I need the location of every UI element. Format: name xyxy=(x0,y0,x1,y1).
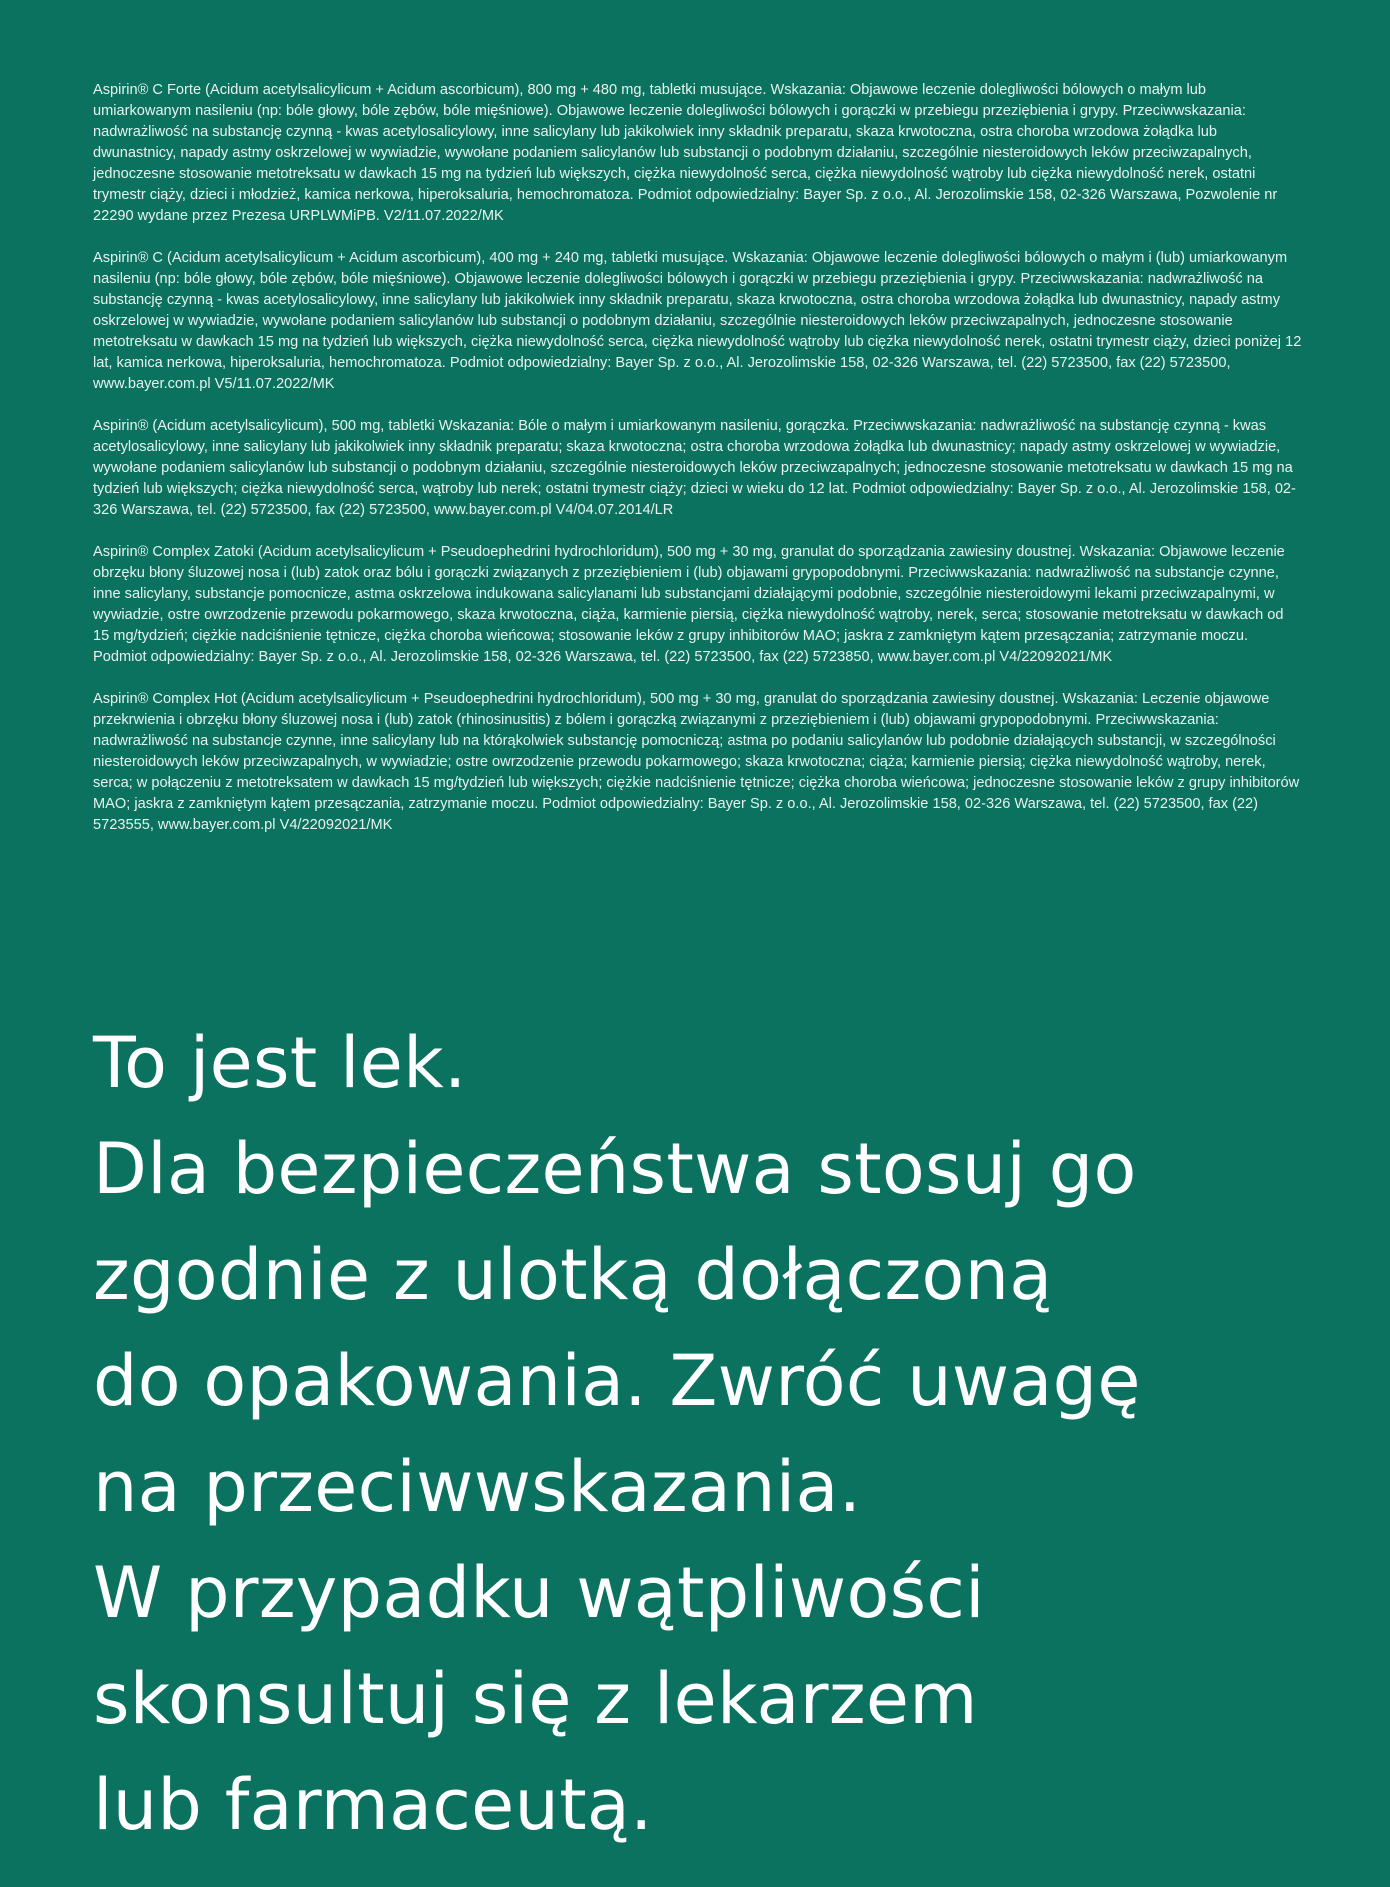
medicine-warning-statement xyxy=(93,1010,1333,1858)
warning-line: na przeciwwskazania. xyxy=(93,1446,862,1528)
aspirin-complex-zatoki-paragraph: Aspirin® Complex Zatoki (Acidum acetylsalicylicum + Pseudoephedrini hydrochloridum), 500 mg + 30 mg, granulat do sporządzania zawiesiny doustnej. Wskazania: Objawowe leczenie obrzęku błony śluzowej nosa i (lub) zatok oraz bólu i gorączki związanych z przeziębieniem i (lub) objawami grypopodobnymi. Przeciwwskazania: nadwrażliwość na substancje czynne, inne salicylany, substancje pomocnicze, astma oskrzelowa indukowana salicylanami lub substancjami działającymi podobnie, szczególnie niesteroidowymi lekami przeciwzapalnymi, w wywiadzie, ostre owrzodzenie przewodu pokarmowego, skaza krwotoczna, ciąża, karmienie piersią, ciężka niewydolność wątroby, nerek, serca; stosowanie metotreksatu w dawkach od 15 mg/tydzień; ciężkie nadciśnienie tętnicze, ciężka choroba wieńcowa; stosowanie leków z grupy inhibitorów MAO; jaskra z zamkniętym kątem przesączania; zatrzymanie moczu. Podmiot odpowiedzialny: Bayer Sp. z o.o., Al. Jerozolimskie 158, 02-326 Warszawa, tel. (22) 5723500, fax (22) 5723850, www.bayer.com.pl V4/22092021/MK xyxy=(93,544,1285,665)
aspirin-c-forte-paragraph: Aspirin® C Forte (Acidum acetylsalicylicum + Acidum ascorbicum), 800 mg + 480 mg, tabletki musujące. Wskazania: Objawowe leczenie dolegliwości bólowych o małym lub umiarkowanym nasileniu (np: bóle głowy, bóle zębów, bóle mięśniowe). Objawowe leczenie dolegliwości bólowych i gorączki w przebiegu przeziębienia i grypy. Przeciwwskazania: nadwrażliwość na substancję czynną - kwas acetylosalicylowy, inne salicylany lub jakikolwiek inny składnik preparatu, skaza krwotoczna, ostra choroba wrzodowa żołądka lub dwunastnicy, napady astmy oskrzelowej w wywiadzie, wywołane podaniem salicylanów lub substancji o podobnym działaniu, szczególnie niesteroidowych leków przeciwzapalnych, jednoczesne stosowanie metotreksatu w dawkach 15 mg na tydzień lub większych, ciężka niewydolność serca, ciężka niewydolność wątroby lub ciężka niewydolność nerek, ostatni trymestr ciąży, dzieci i młodzież, kamica nerkowa, hiperoksaluria, hemochromatoza. Podmiot odpowiedzialny: Bayer Sp. z o.o., Al. Jerozolimskie 158, 02-326 Warszawa, Pozwolenie nr 22290 wydane przez Prezesa URPLWMiPB. V2/11.07.2022/MK xyxy=(93,82,1278,224)
aspirin-c-paragraph: Aspirin® C (Acidum acetylsalicylicum + Acidum ascorbicum), 400 mg + 240 mg, tabletki musujące. Wskazania: Objawowe leczenie dolegliwości bólowych o małym i (lub) umiarkowanym nasileniu (np: bóle głowy, bóle zębów, bóle mięśniowe). Objawowe leczenie dolegliwości bólowych i gorączki w przebiegu przeziębienia i grypy. Przeciwwskazania: nadwrażliwość na substancję czynną - kwas acetylosalicylowy, inne salicylany lub jakikolwiek inny składnik preparatu, skaza krwotoczna, ostra choroba wrzodowa żołądka lub dwunastnicy, napady astmy oskrzelowej w wywiadzie, wywołane podaniem salicylanów lub substancji o podobnym działaniu, szczególnie niesteroidowych leków przeciwzapalnych, jednoczesne stosowanie metotreksatu w dawkach 15 mg na tydzień lub większych, ciężka niewydolność serca, ciężka niewydolność wątroby lub ciężka niewydolność nerek, ostatni trymestr ciąży, dzieci poniżej 12 lat, kamica nerkowa, hiperoksaluria, hemochromatoza. Podmiot odpowiedzialny: Bayer Sp. z o.o., Al. Jerozolimskie 158, 02-326 Warszawa, tel. (22) 5723500, fax (22) 5723500, www.bayer.com.pl V5/11.07.2022/MK xyxy=(93,250,1302,392)
warning-line: zgodnie z ulotką dołączoną xyxy=(93,1234,1053,1316)
warning-line: skonsultuj się z lekarzem xyxy=(93,1658,978,1740)
aspirin-paragraph: Aspirin® (Acidum acetylsalicylicum), 500 mg, tabletki Wskazania: Bóle o małym i umiarkowanym nasileniu, gorączka. Przeciwwskazania: nadwrażliwość na substancję czynną - kwas acetylosalicylowy, inne salicylany lub jakikolwiek inny składnik preparatu; skaza krwotoczna; ostra choroba wrzodowa żołądka lub dwunastnicy; napady astmy oskrzelowej w wywiadzie, wywołane podaniem salicylanów lub substancji o podobnym działaniu, szczególnie niesteroidowych leków przeciwzapalnych; jednoczesne stosowanie metotreksatu w dawkach 15 mg na tydzień lub większych; ciężka niewydolność serca, wątroby lub nerek; ostatni trymestr ciąży; dzieci w wieku do 12 lat. Podmiot odpowiedzialny: Bayer Sp. z o.o., Al. Jerozolimskie 158, 02-326 Warszawa, tel. (22) 5723500, fax (22) 5723500, www.bayer.com.pl V4/04.07.2014/LR xyxy=(93,418,1296,518)
drug-information-block xyxy=(93,80,1303,836)
warning-line: W przypadku wątpliwości xyxy=(93,1552,985,1634)
warning-line: do opakowania. Zwróć uwagę xyxy=(93,1340,1141,1422)
warning-line: lub farmaceutą. xyxy=(93,1764,653,1846)
warning-line: To jest lek. xyxy=(93,1022,467,1104)
warning-line: Dla bezpieczeństwa stosuj go xyxy=(93,1128,1137,1210)
aspirin-complex-hot-paragraph: Aspirin® Complex Hot (Acidum acetylsalicylicum + Pseudoephedrini hydrochloridum), 500 mg + 30 mg, granulat do sporządzania zawiesiny doustnej. Wskazania: Leczenie objawowe przekrwienia i obrzęku błony śluzowej nosa i (lub) zatok (rhinosinusitis) z bólem i gorączką związanymi z przeziębieniem i (lub) objawami grypopodobnymi. Przeciwwskazania: nadwrażliwość na substancje czynne, inne salicylany lub na którąkolwiek substancję pomocniczą; astma po podaniu salicylanów lub podobnie działających substancji, w szczególności niesteroidowych leków przeciwzapalnych, w wywiadzie; ostre owrzodzenie przewodu pokarmowego; skaza krwotoczna; ciąża; karmienie piersią; ciężka niewydolność wątroby, nerek, serca; w połączeniu z metotreksatem w dawkach 15 mg/tydzień lub większych; ciężkie nadciśnienie tętnicze; ciężka choroba wieńcowa; jednoczesne stosowanie leków z grupy inhibitorów MAO; jaskra z zamkniętym kątem przesączania, zatrzymanie moczu. Podmiot odpowiedzialny: Bayer Sp. z o.o., Al. Jerozolimskie 158, 02-326 Warszawa, tel. (22) 5723500, fax (22) 5723555, www.bayer.com.pl V4/22092021/MK xyxy=(93,691,1300,833)
